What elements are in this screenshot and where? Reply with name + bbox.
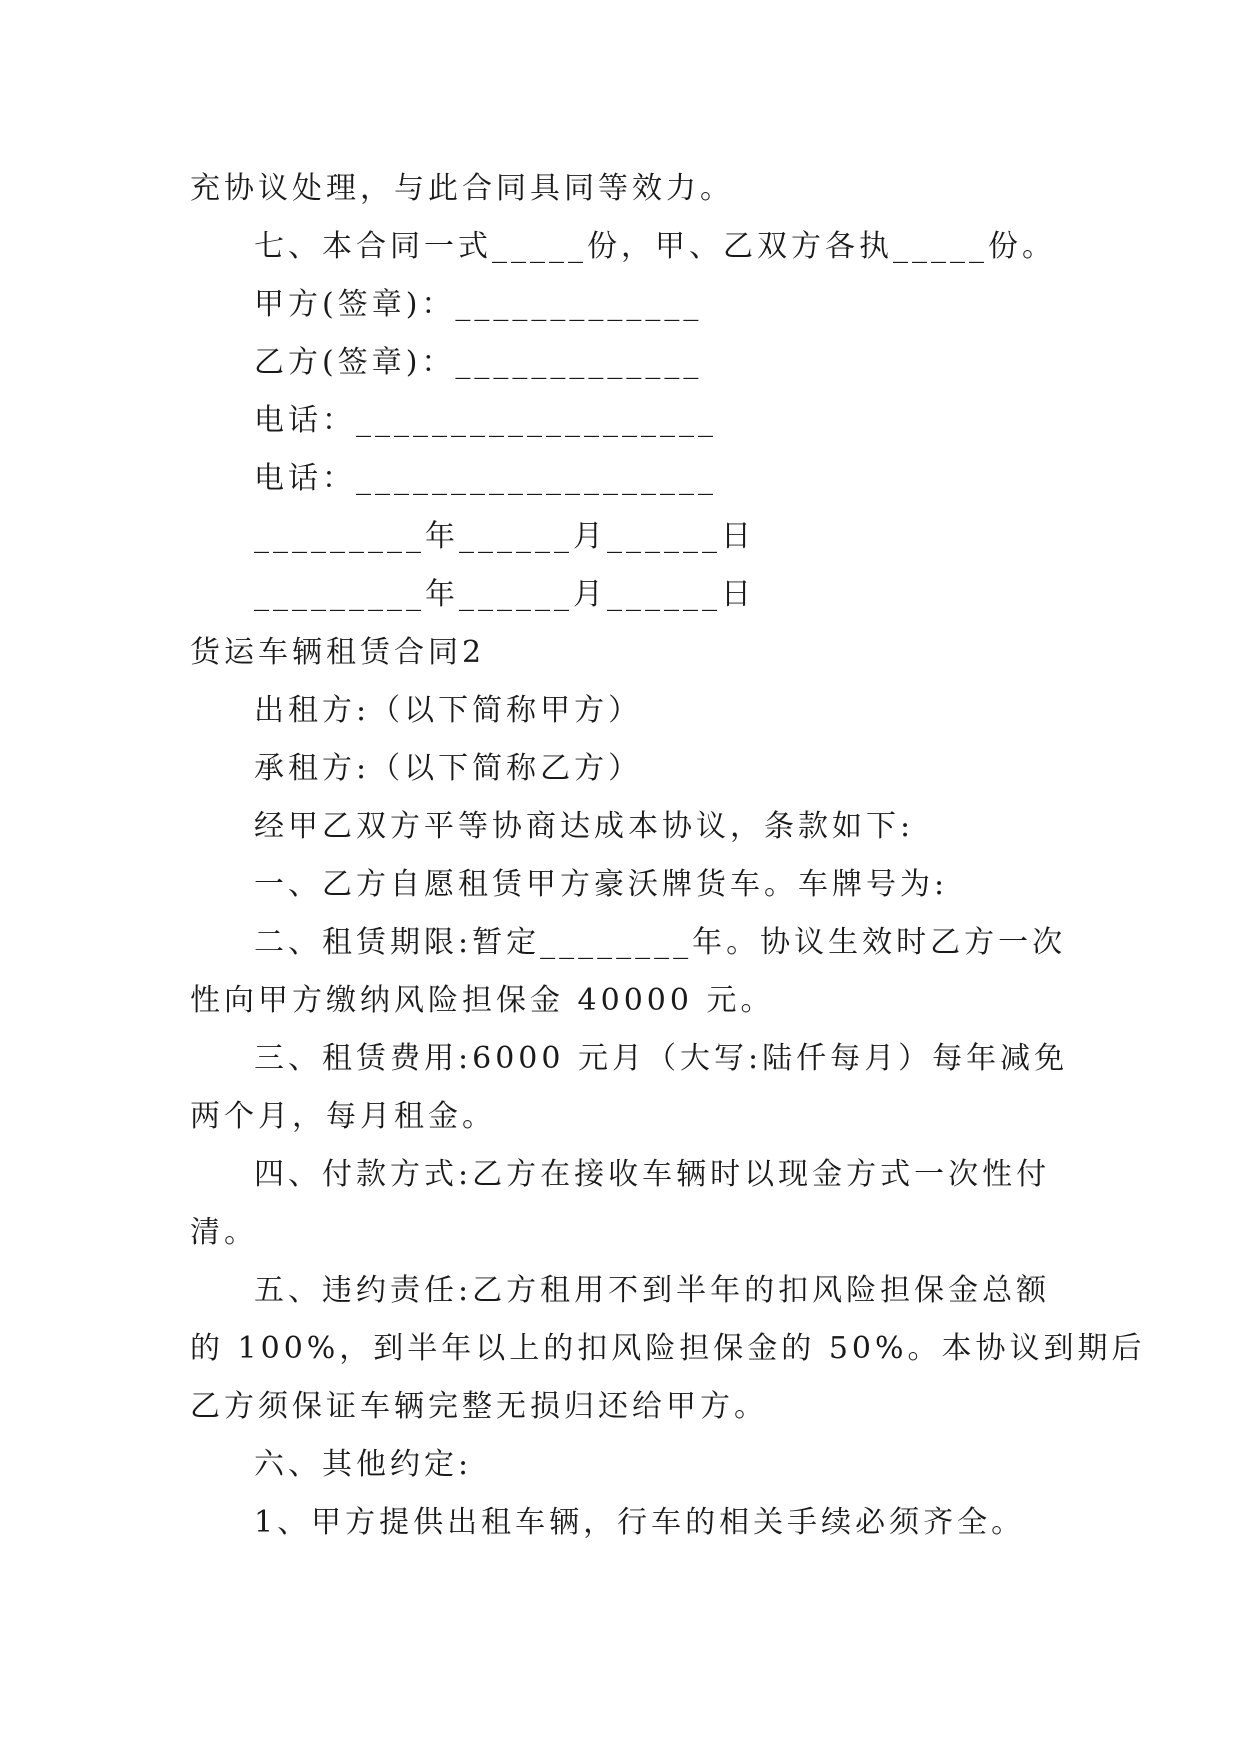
text-line: 1、甲方提供出租车辆，行车的相关手续必须齐全。 xyxy=(254,1505,1026,1540)
text-line: 六、其他约定: xyxy=(254,1447,473,1482)
section-title: 货运车辆租赁合同2 xyxy=(190,635,486,670)
text-line: 出租方:（以下简称甲方） xyxy=(254,693,643,728)
text-line: 四、付款方式:乙方在接收车辆时以现金方式一次性付 xyxy=(254,1157,1051,1192)
text-line: 经甲乙双方平等协商达成本协议，条款如下: xyxy=(254,809,915,844)
text-line: 甲方(签章)：_____________ xyxy=(254,287,703,322)
text-line: 三、租赁费用:6000 元月（大写:陆仟每月）每年减免 xyxy=(254,1041,1069,1076)
text-line: 二、租赁期限:暂定________年。协议生效时乙方一次 xyxy=(254,925,1067,960)
text-line: 五、违约责任:乙方租用不到半年的扣风险担保金总额 xyxy=(254,1273,1051,1308)
text-line: 七、本合同一式_____份，甲、乙双方各执_____份。 xyxy=(254,229,1056,264)
text-line: 一、乙方自愿租赁甲方豪沃牌货车。车牌号为: xyxy=(254,867,949,902)
text-line: 两个月，每月租金。 xyxy=(190,1099,496,1134)
text-line: _________年______月______日 xyxy=(254,519,755,554)
document-body xyxy=(190,160,1146,1552)
text-line: _________年______月______日 xyxy=(254,577,755,612)
text-line: 承租方:（以下简称乙方） xyxy=(254,751,643,786)
text-line: 清。 xyxy=(190,1215,258,1250)
text-line: 的 100%，到半年以上的扣风险担保金的 50%。本协议到期后 xyxy=(190,1331,1146,1366)
text-line: 乙方须保证车辆完整无损归还给甲方。 xyxy=(190,1389,768,1424)
text-line: 充协议处理，与此合同具同等效力。 xyxy=(190,171,734,206)
text-line: 性向甲方缴纳风险担保金 40000 元。 xyxy=(190,983,775,1018)
text-line: 电话：___________________ xyxy=(254,403,717,438)
text-line: 乙方(签章)：_____________ xyxy=(254,345,703,380)
text-line: 电话：___________________ xyxy=(254,461,717,496)
